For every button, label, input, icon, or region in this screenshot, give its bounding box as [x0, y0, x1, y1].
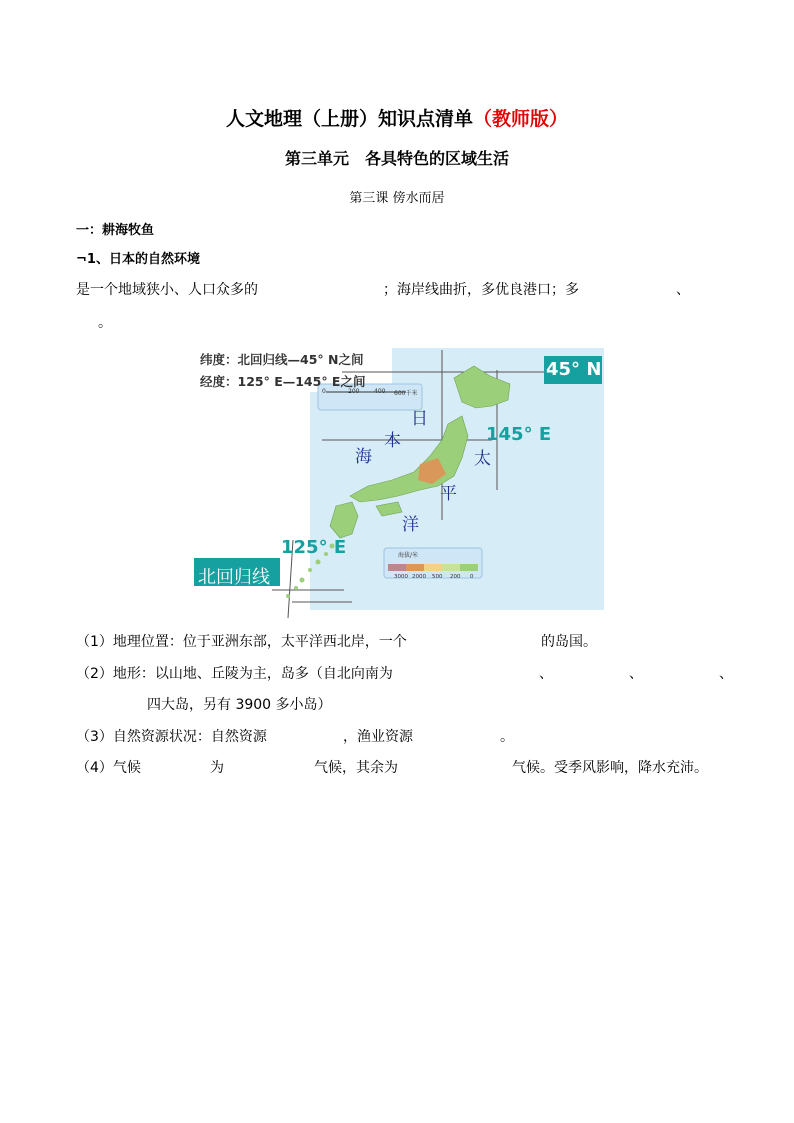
sea-of-japan-char: 海 [355, 447, 372, 467]
intro-text-c: 、 [676, 282, 690, 298]
title-main: 人文地理（上册）知识点清单 [225, 108, 473, 130]
item-location-end: 的岛国。 [541, 634, 597, 650]
legend-value: 200 [450, 574, 461, 580]
legend-value: 2000 [412, 574, 426, 580]
unit-heading: 第三单元 各具特色的区域生活 [284, 149, 509, 168]
scale-label: 0 [322, 388, 326, 395]
item-resources: （3）自然资源状况：自然资源 [76, 729, 267, 745]
elevation-legend-swatches [388, 564, 478, 571]
item-location: （1）地理位置：位于亚洲东部，太平洋西北岸，一个 [76, 634, 407, 650]
item-climate-d: 气候。受季风影响，降水充沛。 [512, 760, 708, 776]
legend-value: 3000 [394, 574, 408, 580]
legend-value: 500 [432, 574, 443, 580]
latitude-text: 纬度：北回归线—45° N之间 [200, 352, 364, 367]
intro-text-d: 。 [98, 315, 112, 331]
legend-title: 海拔/米 [398, 552, 419, 559]
intro-text-a: 是一个地域狭小、人口众多的 [76, 282, 258, 298]
lesson-heading: 第三课 傍水而居 [349, 191, 445, 206]
pacific-ocean-char: 平 [440, 484, 457, 504]
title-edition: （教师版） [473, 108, 569, 130]
label-125e: 125° E [281, 537, 347, 558]
scale-label: 200 [348, 388, 360, 395]
sea-of-japan-char: 日 [411, 409, 428, 429]
item-terrain: （2）地形：以山地、丘陵为主，岛多（自北向南为 [76, 666, 393, 682]
document-title [0, 104, 794, 131]
sea-of-japan-char: 本 [384, 431, 401, 451]
item-resources-end: 。 [500, 729, 514, 745]
item-terrain-sep: 、 [719, 666, 733, 682]
label-145e: 145° E [486, 424, 552, 445]
item-terrain-end: 四大岛，另有 3900 多小岛） [147, 697, 332, 713]
item-climate-c: 气候，其余为 [314, 760, 398, 776]
item-resources-fishery: ，渔业资源 [343, 729, 413, 745]
pacific-ocean-char: 洋 [402, 515, 419, 535]
pacific-ocean-char: 太 [474, 449, 491, 469]
scale-label: 600千米 [394, 390, 418, 397]
longitude-text: 经度：125° E—145° E之间 [200, 374, 366, 389]
legend-value: 0 [470, 574, 474, 580]
subsection-heading: ¬1、日本的自然环境 [76, 252, 200, 267]
label-45n: 45° N [546, 359, 602, 380]
label-tropic-of-cancer: 北回归线 [198, 567, 270, 588]
item-terrain-sep: 、 [539, 666, 553, 682]
scale-label: 400 [374, 388, 386, 395]
item-climate: （4）气候 [76, 760, 141, 776]
item-terrain-sep: 、 [629, 666, 643, 682]
item-climate-b: 为 [210, 760, 224, 776]
section-heading: 一：耕海牧鱼 [76, 223, 155, 238]
intro-text-b: ；海岸线曲折，多优良港口；多 [383, 282, 579, 298]
